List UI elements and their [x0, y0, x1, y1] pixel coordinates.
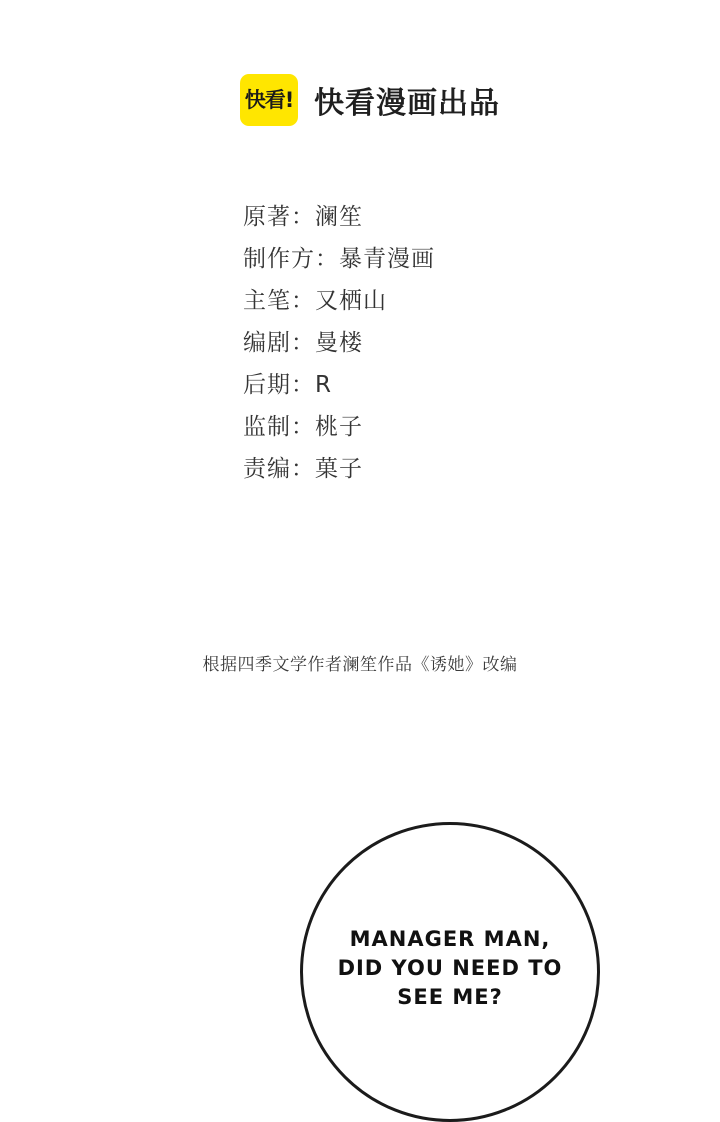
credit-line-editor: 责编：菓子: [243, 456, 363, 482]
credit-line-post-production: 后期：R: [243, 372, 332, 398]
credit-line-producer: 制作方：暴青漫画: [243, 246, 435, 272]
logo-badge-text: 快看!: [244, 87, 294, 112]
speech-bubble-text: [300, 925, 600, 1012]
speech-bubble-line-3: SEE ME?: [397, 985, 503, 1009]
speech-bubble-line-1: MANAGER MAN,: [349, 927, 551, 951]
credit-line-screenwriter: 编剧：曼楼: [243, 330, 363, 356]
publisher-logo-row: [240, 74, 500, 126]
publisher-name: 快看漫画出品: [314, 86, 500, 121]
credit-line-supervisor: 监制：桃子: [243, 414, 363, 440]
adaptation-note: 根据四季文学作者澜笙作品《诱她》改编: [202, 655, 518, 675]
credit-line-original-author: 原著：澜笙: [243, 204, 363, 230]
kuaikan-logo-icon: [240, 74, 298, 126]
speech-bubble-line-2: DID YOU NEED TO: [337, 956, 563, 980]
credit-line-lead-artist: 主笔：又栖山: [243, 288, 387, 314]
credits-block: [243, 196, 435, 490]
